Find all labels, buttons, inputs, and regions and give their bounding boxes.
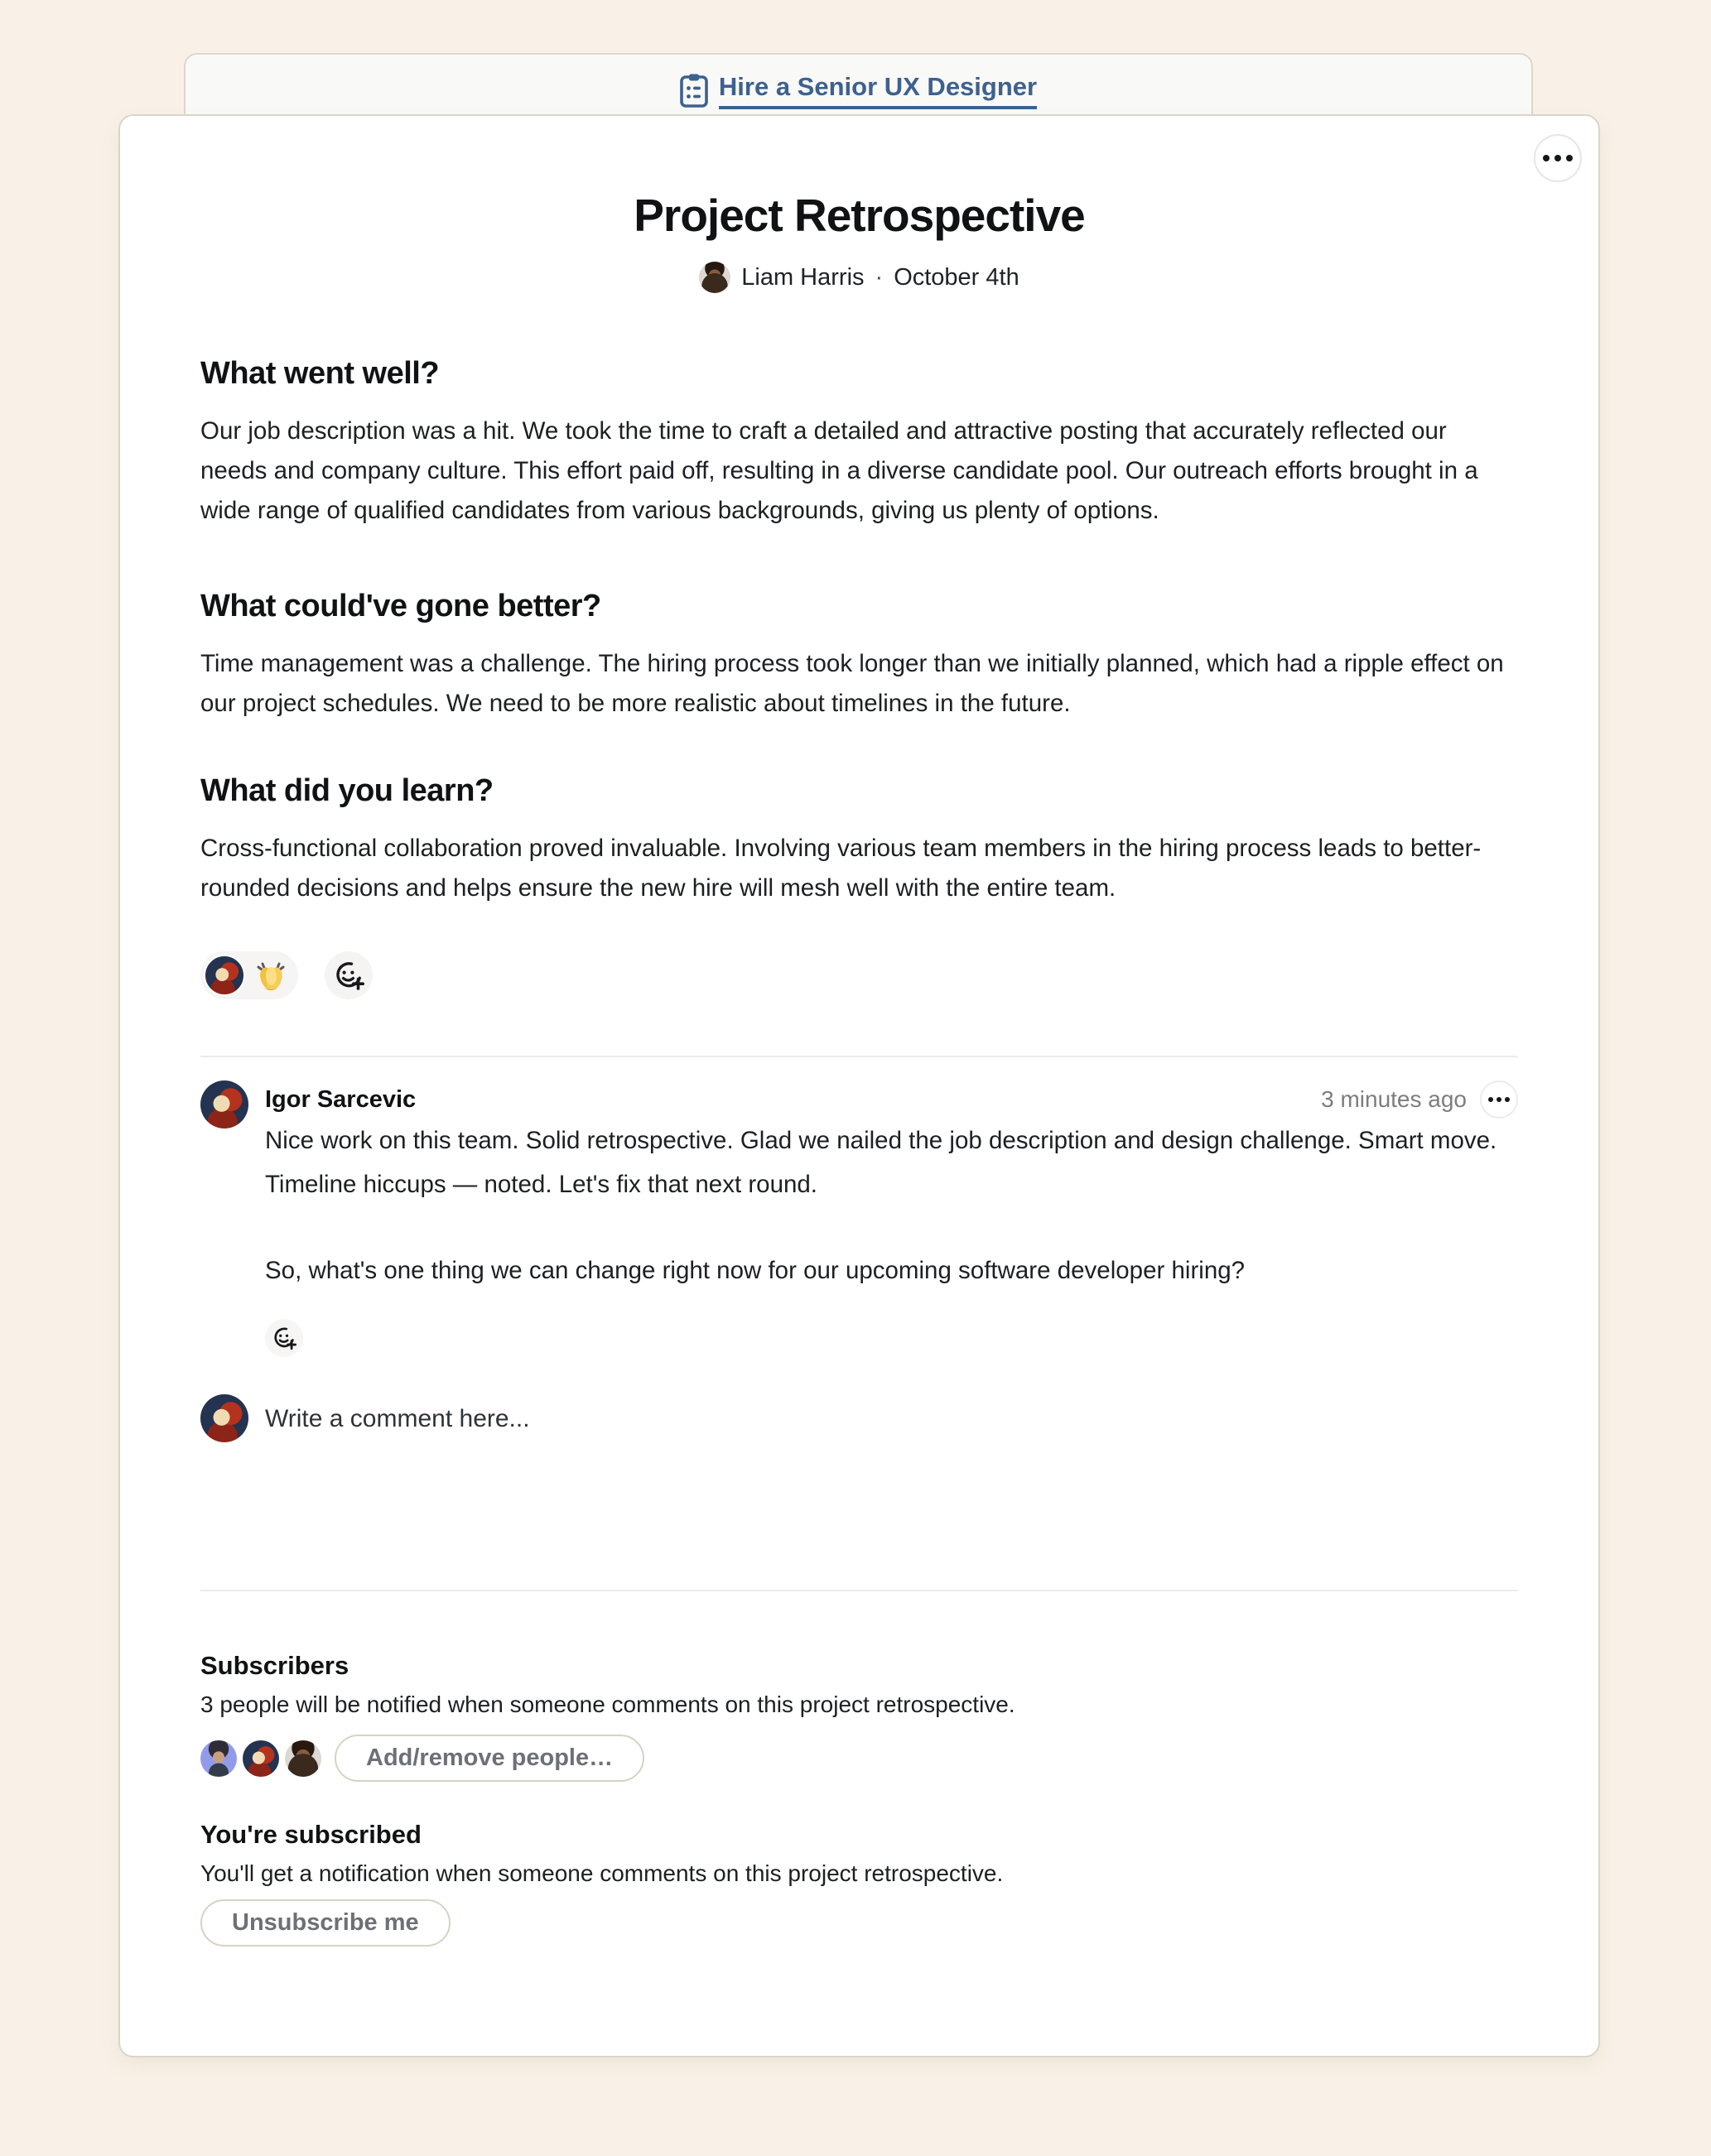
section-body: Our job description was a hit. We took the time to craft a detailed and attractive posting that accurately reflected our needs and company culture. This effort paid off, resulting in a diverse candidate pool. Our outreach efforts brought in a wide range of qualified candidates from various backgrounds, giving us plenty of options. bbox=[200, 417, 1478, 524]
author-name: Liam Harris bbox=[741, 263, 865, 291]
byline-separator: · bbox=[875, 263, 884, 291]
section-body: Cross-functional collaboration proved invaluable. Involving various team members in the hiring process leads to better-rounded decisions and helps ensure the new hire will mesh well with the entire team. bbox=[200, 835, 1482, 902]
section-what-couldve-gone-better bbox=[200, 589, 1518, 724]
commenter-name: Igor Sarcevic bbox=[265, 1085, 417, 1113]
banner-link[interactable] bbox=[680, 72, 1037, 108]
section-heading: What did you learn? bbox=[200, 773, 494, 808]
subscribers-row bbox=[200, 1735, 1518, 1782]
comment-igor bbox=[200, 1080, 1518, 1357]
smiley-plus-icon bbox=[333, 960, 364, 991]
post-date: October 4th bbox=[894, 263, 1019, 291]
comment-body bbox=[265, 1080, 1518, 1357]
comment-add-reaction-button[interactable] bbox=[265, 1319, 303, 1357]
current-user-avatar bbox=[200, 1394, 248, 1442]
comment-paragraph: So, what's one thing we can change right now for our upcoming software developer hiring? bbox=[265, 1257, 1246, 1284]
subscriber-avatar bbox=[285, 1740, 321, 1777]
smiley-plus-icon bbox=[272, 1326, 296, 1350]
comment-meta bbox=[1321, 1080, 1518, 1119]
section-what-went-well bbox=[200, 356, 1518, 531]
comment-timestamp: 3 minutes ago bbox=[1321, 1086, 1467, 1112]
comment-paragraph: Nice work on this team. Solid retrospective. Glad we nailed the job description and design challenge. Smart move. Timeline hiccups — noted. Let's fix that next round. bbox=[265, 1127, 1497, 1198]
section-heading: What could've gone better? bbox=[200, 589, 601, 623]
subscribed-heading: You're subscribed bbox=[200, 1820, 422, 1849]
subscribed-description: You'll get a notification when someone comments on this project retrospective. bbox=[200, 1860, 1004, 1886]
comment-avatar-col bbox=[200, 1080, 248, 1357]
ellipsis-icon bbox=[1543, 155, 1573, 161]
clap-emoji bbox=[252, 956, 290, 994]
reaction-pill-clap[interactable] bbox=[200, 951, 298, 999]
reactions-row bbox=[200, 951, 1518, 999]
add-remove-people-button[interactable]: Add/remove people… bbox=[335, 1735, 644, 1782]
comment-input-row bbox=[200, 1394, 1518, 1552]
comment-options-button[interactable] bbox=[1480, 1080, 1518, 1119]
reactor-avatar bbox=[204, 955, 245, 996]
commenter-avatar bbox=[200, 1080, 248, 1129]
comment-header bbox=[265, 1080, 1518, 1119]
subscriber-avatar bbox=[243, 1740, 279, 1777]
clipboard-list-icon bbox=[680, 73, 708, 108]
section-what-did-you-learn bbox=[200, 773, 1518, 908]
banner-link-label: Hire a Senior UX Designer bbox=[719, 72, 1037, 109]
section-heading: What went well? bbox=[200, 356, 440, 391]
section-body: Time management was a challenge. The hiring process took longer than we initially planned, which had a ripple effect on our project schedules. We need to be more realistic about timelines in the future. bbox=[200, 650, 1504, 717]
byline bbox=[200, 262, 1518, 293]
retrospective-card bbox=[118, 114, 1600, 2057]
ellipsis-icon bbox=[1488, 1097, 1510, 1102]
subscriber-avatar bbox=[200, 1740, 237, 1777]
comment-input[interactable]: Write a comment here... bbox=[265, 1405, 530, 1432]
unsubscribe-button[interactable]: Unsubscribe me bbox=[200, 1899, 451, 1947]
document-options-button[interactable] bbox=[1534, 134, 1582, 182]
add-reaction-button[interactable] bbox=[325, 951, 373, 999]
divider bbox=[200, 1056, 1518, 1057]
divider bbox=[200, 1590, 1518, 1591]
subscriber-avatars bbox=[200, 1740, 321, 1777]
subscribers-heading: Subscribers bbox=[200, 1651, 349, 1680]
author-avatar bbox=[699, 262, 730, 293]
subscribers-description: 3 people will be notified when someone comments on this project retrospective. bbox=[200, 1692, 1015, 1717]
page-title: Project Retrospective bbox=[634, 190, 1085, 241]
